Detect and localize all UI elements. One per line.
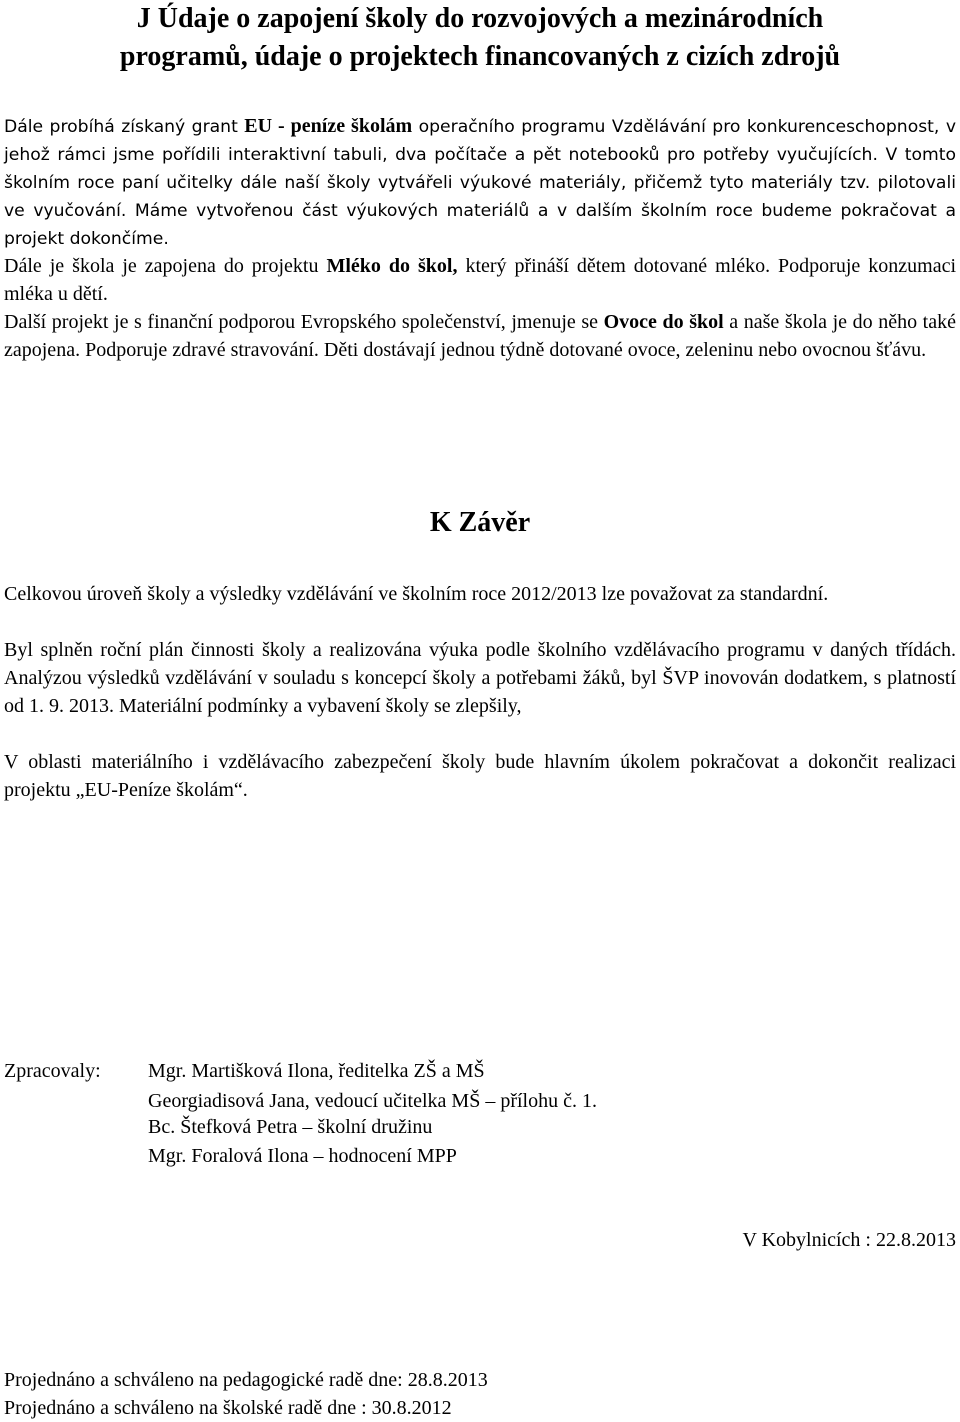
section-k-paragraph-1: Celkovou úroveň školy a výsledky vzdělávání ve školním roce 2012/2013 lze považovat za standardní. — [4, 583, 829, 605]
section-j-title-line1: J Údaje o zapojení školy do rozvojových a mezinárodních — [136, 3, 824, 34]
eu-grant-name: EU - peníze školám — [244, 115, 413, 137]
signatory-2: Georgiadisová Jana, vedoucí učitelka MŠ – přílohu č. 1. — [148, 1090, 597, 1112]
section-k-paragraph-2: Byl splněn roční plán činnosti školy a realizována výuka podle školního vzdělávacího programu v daných třídách. Analýzou výsledků vzdělávání v souladu s koncepcí školy a potřebami žáků, byl ŠVP inovován dodatkem, s platností od 1. 9. 2013. Materiální podmínky a vybavení školy se zlepšily, — [4, 639, 956, 717]
milk-project-name: Mléko do škol, — [326, 255, 458, 277]
section-j-paragraph-milk: Dále je škola je zapojena do projektu Mléko do škol, který přináší dětem dotované mléko. Podporuje konzumaci mléka u dětí. — [4, 255, 956, 305]
prepared-by-label: Zpracovaly: — [4, 1060, 101, 1082]
place-and-date: V Kobylnicích : 22.8.2013 — [742, 1229, 956, 1251]
section-j-heading — [0, 0, 960, 76]
section-k-heading: K Závěr — [429, 507, 531, 538]
approval-pedagogical-board: Projednáno a schváleno na pedagogické radě dne: 28.8.2013 — [4, 1369, 488, 1391]
signatory-4: Mgr. Foralová Ilona – hodnocení MPP — [148, 1145, 457, 1167]
section-j-title-line2: programů, údaje o projektech financovaných z cizích zdrojů — [119, 41, 841, 72]
signatory-1: Mgr. Martišková Ilona, ředitelka ZŠ a MŠ — [148, 1060, 485, 1082]
section-j-paragraph-eu: Dále probíhá získaný grant EU - peníze školám operačního programu Vzdělávání pro konkurenceschopnost, v jehož rámci jsme pořídili interaktivní tabuli, dva počítače a pět notebooků pro potřeby vyučujících. V tomto školním roce paní učitelky dále naší školy vytvářeli výukové materiály, přičemž tyto materiály tzv. pilotovali ve vyučování. Máme vytvořenou část výukových materiálů a v dalším školním roce budeme pokračovat a projekt dokončíme. — [4, 115, 956, 249]
section-j-paragraph-fruit: Další projekt je s finanční podporou Evropského společenství, jmenuje se Ovoce do škol a naše škola je do něho také zapojena. Podporuje zdravé stravování. Děti dostávají jednou týdně dotované ovoce, zeleninu nebo ovocnou šťávu. — [4, 311, 956, 361]
fruit-project-name: Ovoce do škol — [603, 311, 724, 333]
section-k-paragraph-3: V oblasti materiálního i vzdělávacího zabezpečení školy bude hlavním úkolem pokračovat a dokončit realizaci projektu „EU-Peníze školám“. — [4, 751, 956, 801]
signatory-3: Bc. Štefková Petra – školní družinu — [148, 1116, 433, 1138]
approval-school-board: Projednáno a schváleno na školské radě dne : 30.8.2012 — [4, 1397, 452, 1419]
